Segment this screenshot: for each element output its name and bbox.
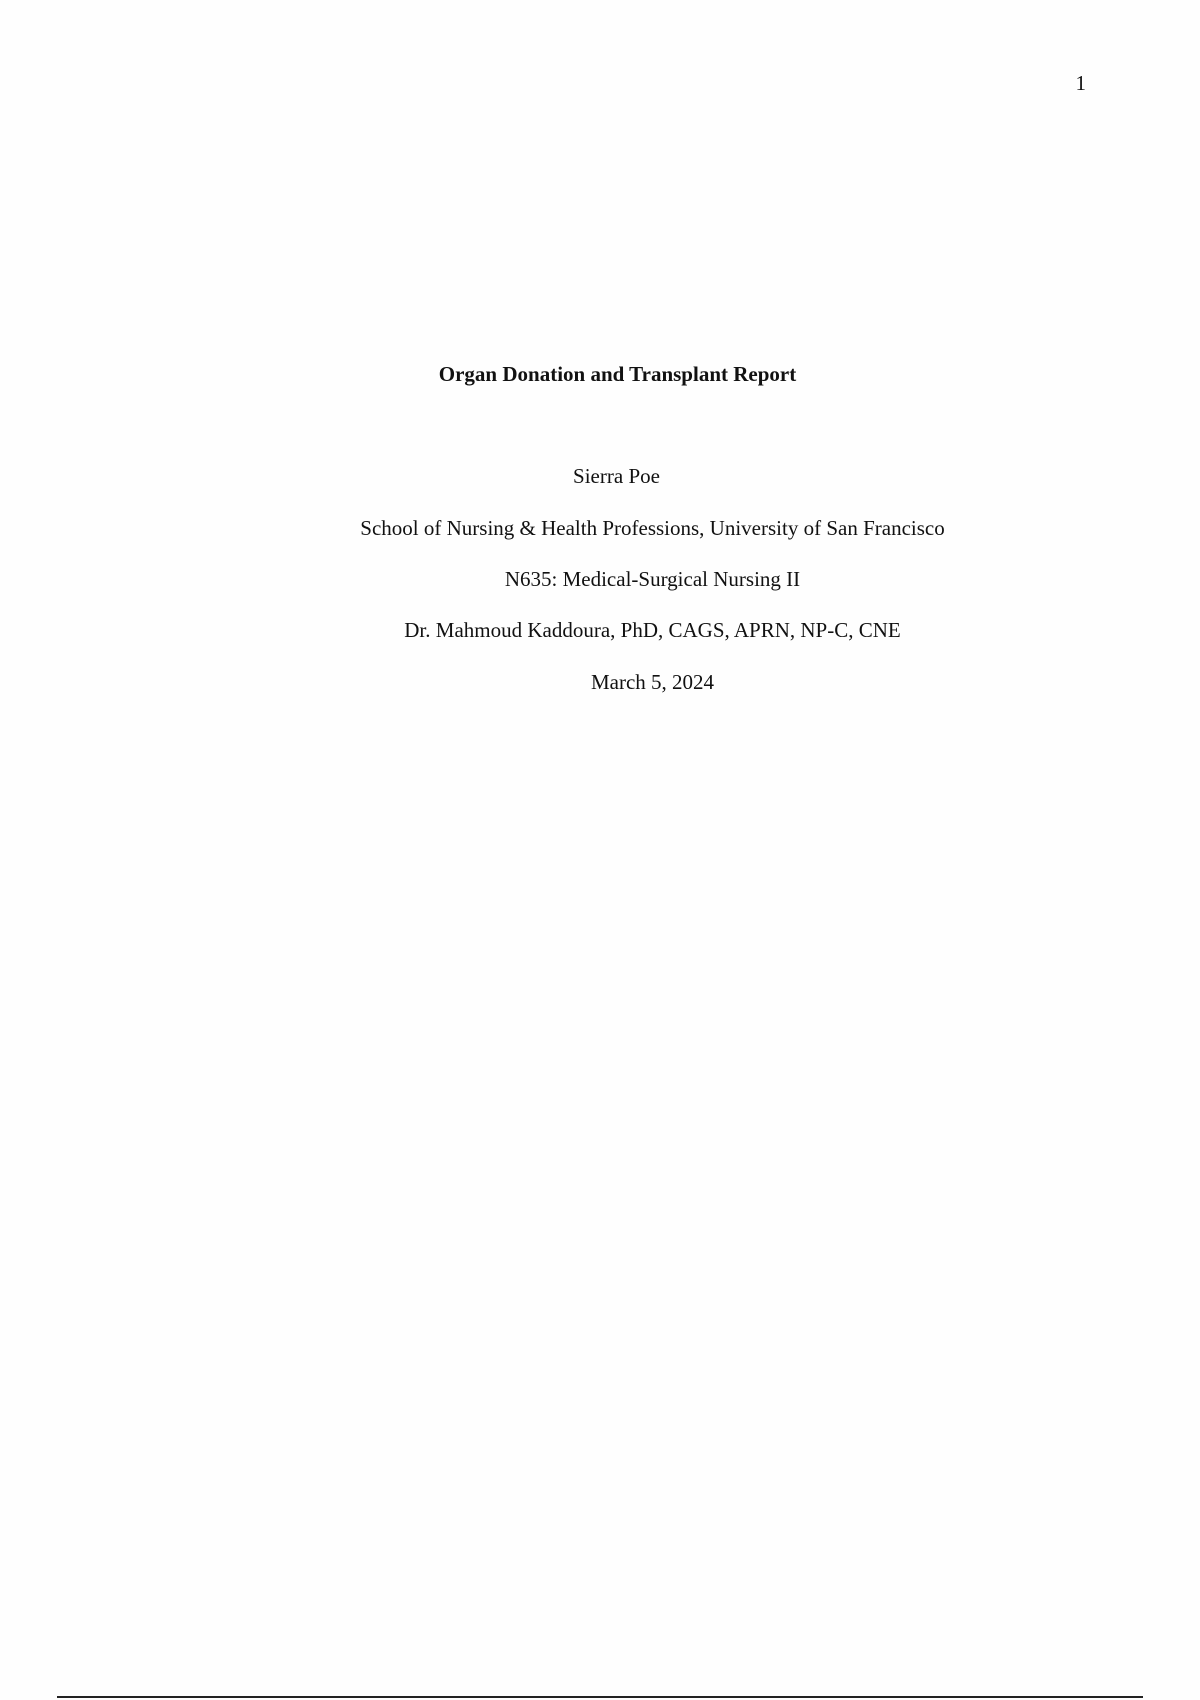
course-name: N635: Medical-Surgical Nursing II	[504, 567, 801, 591]
page-bottom-rule	[57, 1696, 1143, 1698]
page-number: 1	[1075, 71, 1086, 95]
instructor-name: Dr. Mahmoud Kaddoura, PhD, CAGS, APRN, NP-C, CNE	[404, 618, 901, 642]
author-name: Sierra Poe	[573, 464, 660, 488]
paper-title: Organ Donation and Transplant Report	[438, 362, 797, 386]
submission-date: March 5, 2024	[590, 670, 715, 694]
author-affiliation: School of Nursing & Health Professions, University of San Francisco	[360, 516, 945, 540]
